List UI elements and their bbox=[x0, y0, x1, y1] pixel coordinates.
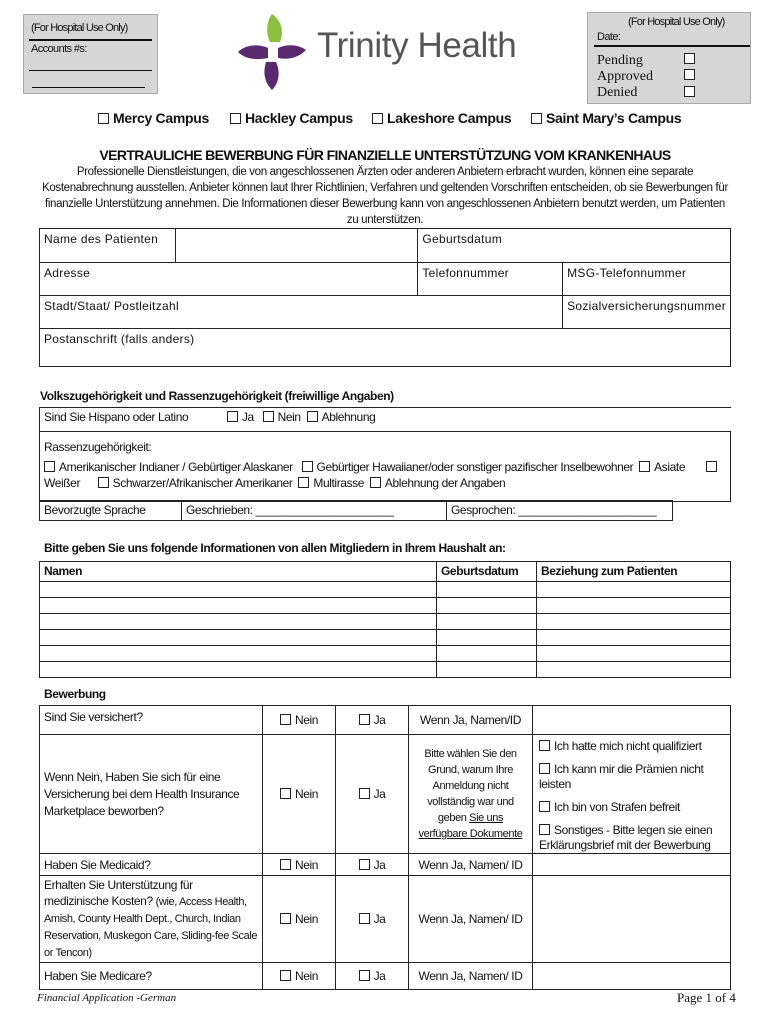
patient-name-field[interactable] bbox=[176, 229, 418, 263]
denied-checkbox[interactable] bbox=[684, 86, 695, 97]
campus-hackley[interactable] bbox=[230, 110, 353, 126]
spoken-language-field[interactable]: Gesprochen: ______________________ bbox=[447, 501, 673, 521]
city-state-zip-label[interactable]: Stadt/Staat/ Postleitzahl bbox=[40, 296, 563, 329]
q-medicaid-yes[interactable]: Ja bbox=[336, 854, 409, 876]
language-table bbox=[39, 500, 673, 521]
form-title: VERTRAULICHE BEWERBUNG FÜR FINANZIELLE UNTERSTÜTZUNG VOM KRANKENHAUS bbox=[99, 147, 671, 163]
q-medicaid-if-yes: Wenn Ja, Namen/ ID bbox=[409, 854, 533, 876]
q-medicare-yes[interactable]: Ja bbox=[336, 963, 409, 990]
hispanic-no[interactable]: Nein bbox=[263, 410, 301, 424]
household-row[interactable] bbox=[40, 614, 731, 630]
campus-mercy[interactable] bbox=[98, 110, 209, 126]
footer-document-name: Financial Application -German bbox=[37, 992, 177, 1004]
checkbox[interactable] bbox=[531, 113, 542, 124]
ethnicity-table bbox=[39, 407, 731, 502]
accounts-field-2[interactable] bbox=[32, 87, 145, 88]
q-insured-name-field[interactable] bbox=[533, 706, 731, 735]
preferred-language-label: Bevorzugte Sprache bbox=[40, 501, 182, 521]
q-medical-assistance-yes[interactable]: Ja bbox=[336, 876, 409, 963]
q-insured-no[interactable]: Nein bbox=[263, 706, 336, 735]
application-table bbox=[39, 705, 731, 990]
pending-checkbox[interactable] bbox=[684, 53, 695, 64]
hispanic-question: Sind Sie Hispano oder Latino bbox=[44, 410, 189, 424]
reason-cannot-afford[interactable]: Ich kann mir die Prämien nicht leisten bbox=[539, 762, 704, 791]
logo-text: Trinity Health bbox=[317, 26, 517, 65]
q-medicare-name-field[interactable] bbox=[533, 963, 731, 990]
date-label: Date: bbox=[597, 31, 621, 43]
dob-label[interactable]: Geburtsdatum bbox=[418, 229, 731, 263]
footer-page-number: Page 1 of 4 bbox=[677, 990, 736, 1005]
campus-saint-marys[interactable] bbox=[531, 110, 681, 126]
hospital-use-label-right: (For Hospital Use Only) bbox=[628, 16, 725, 28]
race-decline[interactable]: Ablehnung der Angaben bbox=[370, 476, 505, 490]
col-dob-header: Geburtsdatum bbox=[437, 562, 537, 582]
household-row[interactable] bbox=[40, 630, 731, 646]
campus-label: Mercy Campus bbox=[113, 110, 209, 126]
q-medicare-no[interactable]: Nein bbox=[263, 963, 336, 990]
ssn-label[interactable]: Sozialversicherungsnummer bbox=[563, 296, 731, 329]
written-language-field[interactable]: Geschrieben: ______________________ bbox=[182, 501, 447, 521]
race-asian[interactable]: Asiate bbox=[639, 460, 685, 474]
trinity-health-logo bbox=[236, 12, 308, 92]
race-hawaiian[interactable]: Gebürtiger Hawaiianer/oder sonstiger pazifischer Inselbewohner bbox=[302, 460, 634, 474]
q-medicare: Haben Sie Medicare? bbox=[40, 963, 263, 990]
application-heading: Bewerbung bbox=[44, 687, 106, 701]
msg-phone-label[interactable]: MSG-Telefonnummer bbox=[563, 263, 731, 296]
hispanic-decline[interactable]: Ablehnung bbox=[307, 410, 376, 424]
q-insured: Sind Sie versichert? bbox=[40, 706, 263, 735]
col-relationship-header: Beziehung zum Patienten bbox=[537, 562, 731, 582]
race-options-row-1 bbox=[44, 460, 726, 474]
race-white-checkbox[interactable] bbox=[706, 461, 717, 472]
patient-name-label: Name des Patienten bbox=[40, 229, 176, 263]
address-label[interactable]: Adresse bbox=[40, 263, 418, 296]
checkbox[interactable] bbox=[230, 113, 241, 124]
intro-text: Professionelle Dienstleistungen, die von angeschlossenen Ärzten oder anderen Anbietern erbracht wurden, können eine separate Kostenabrechnung ausstellen. Anbieter können laut Ihrer Richtlinien, Verfahren und geltenden Vorschriften entscheiden, ob sie Bewerbungen für finanzielle Unterstützung annehmen. Die Informationen dieser Bewerbung kann von angeschlossenen Anbietern benutzt werden, um Patienten zu unterstützen. bbox=[42, 166, 728, 226]
household-row[interactable] bbox=[40, 598, 731, 614]
q-medicare-if-yes: Wenn Ja, Namen/ ID bbox=[409, 963, 533, 990]
hospital-use-label: (For Hospital Use Only) bbox=[31, 22, 128, 34]
q-medical-assistance-if-yes: Wenn Ja, Namen/ ID bbox=[409, 876, 533, 963]
accounts-label: Accounts #s: bbox=[31, 43, 87, 55]
reason-exempt[interactable]: Ich bin von Strafen befreit bbox=[539, 800, 726, 815]
reason-other[interactable]: Sonstiges - Bitte legen sie einen Erklärungsbrief mit der Bewerbung bbox=[539, 823, 713, 852]
race-options-row-2 bbox=[44, 476, 726, 490]
household-row[interactable] bbox=[40, 662, 731, 678]
race-american-indian[interactable]: Amerikanischer Indianer / Gebürtiger Alaskaner bbox=[44, 460, 293, 474]
reason-not-qualified[interactable]: Ich hatte mich nicht qualifiziert bbox=[539, 739, 726, 754]
approved-checkbox[interactable] bbox=[684, 69, 695, 80]
q-medicaid-name-field[interactable] bbox=[533, 854, 731, 876]
hospital-use-panel-left bbox=[23, 14, 158, 94]
campus-label: Saint Mary’s Campus bbox=[546, 110, 682, 126]
q-medical-assistance-name-field[interactable] bbox=[533, 876, 731, 963]
q-marketplace: Wenn Nein, Haben Sie sich für eine Versicherung bei dem Health Insurance Marketplace beworben? bbox=[40, 735, 263, 854]
q-marketplace-options bbox=[533, 735, 731, 854]
campus-label: Hackley Campus bbox=[245, 110, 353, 126]
col-name-header: Namen bbox=[40, 562, 437, 582]
household-heading: Bitte geben Sie uns folgende Informationen von allen Mitgliedern in Ihrem Haushalt an: bbox=[44, 541, 506, 555]
campus-lakeshore[interactable] bbox=[372, 110, 511, 126]
status-denied-label: Denied bbox=[597, 85, 638, 100]
phone-label[interactable]: Telefonnummer bbox=[418, 263, 563, 296]
q-medicaid: Haben Sie Medicaid? bbox=[40, 854, 263, 876]
q-marketplace-no[interactable]: Nein bbox=[263, 735, 336, 854]
q-medicaid-no[interactable]: Nein bbox=[263, 854, 336, 876]
ethnicity-heading: Volkszugehörigkeit und Rassenzugehörigkeit (freiwillige Angaben) bbox=[40, 389, 394, 403]
accounts-field[interactable] bbox=[29, 70, 152, 71]
q-marketplace-yes[interactable]: Ja bbox=[336, 735, 409, 854]
patient-info-table bbox=[39, 228, 731, 367]
race-white-label: Weißer bbox=[44, 476, 81, 490]
race-multiracial[interactable]: Multirasse bbox=[298, 476, 364, 490]
checkbox[interactable] bbox=[372, 113, 383, 124]
mailing-address-label[interactable]: Postanschrift (falls anders) bbox=[40, 329, 731, 367]
q-medical-assistance-no[interactable]: Nein bbox=[263, 876, 336, 963]
q-medical-assistance: Erhalten Sie Unterstützung für medizinische Kosten? (wie, Access Health, Amish, County Health Dept., Church, Indian Reservation, Muskegon Care, Sliding-fee Scale or Tencon) bbox=[40, 876, 263, 963]
q-marketplace-reason: Bitte wählen Sie den Grund, warum Ihre Anmeldung nicht vollständig war und geben Sie uns verfügbare Dokumente bbox=[409, 735, 533, 854]
campus-label: Lakeshore Campus bbox=[387, 110, 512, 126]
household-table bbox=[39, 561, 731, 678]
hispanic-yes[interactable]: Ja bbox=[227, 410, 254, 424]
date-field[interactable] bbox=[594, 45, 750, 47]
status-approved-label: Approved bbox=[597, 69, 653, 84]
race-black[interactable]: Schwarzer/Afrikanischer Amerikaner bbox=[98, 476, 293, 490]
q-insured-yes[interactable]: Ja bbox=[336, 706, 409, 735]
q-insured-if-yes: Wenn Ja, Namen/ID bbox=[409, 706, 533, 735]
race-label: Rassenzugehörigkeit: bbox=[44, 440, 152, 454]
hospital-use-panel-right bbox=[587, 12, 751, 104]
household-row[interactable] bbox=[40, 646, 731, 662]
household-row[interactable] bbox=[40, 582, 731, 598]
checkbox[interactable] bbox=[98, 113, 109, 124]
status-pending-label: Pending bbox=[597, 53, 643, 68]
